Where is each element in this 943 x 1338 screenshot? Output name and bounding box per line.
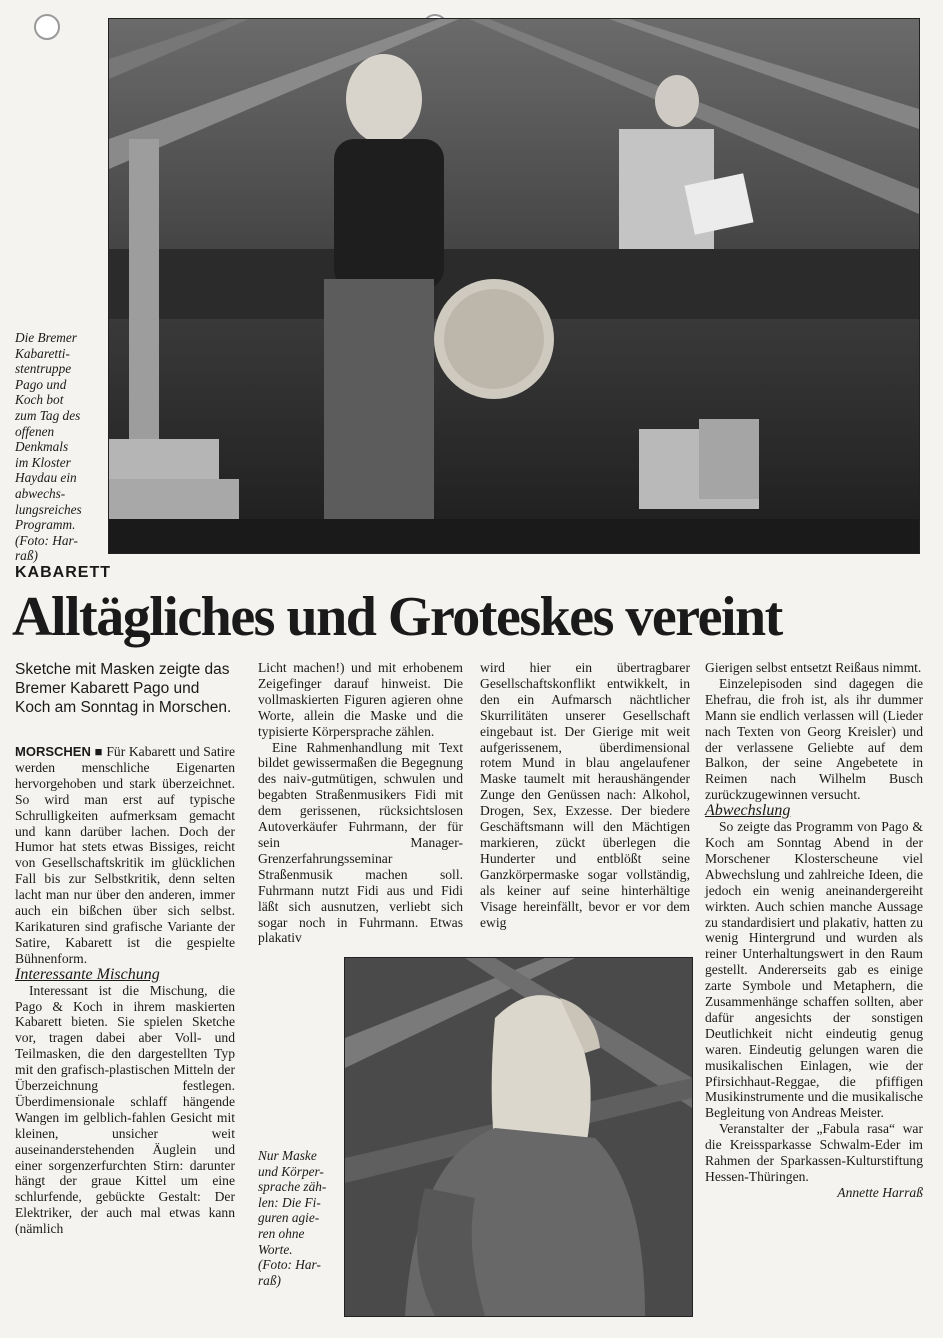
article-column-4 <box>705 660 923 1201</box>
article-column-1 <box>15 744 235 1237</box>
subheading: Interessante Mischung <box>15 965 160 983</box>
body-paragraph: Eine Rahmenhandlung mit Text bildet gewissermaßen die Begegnung des naiv-gutmütigen, schwulen und begabten Straßenmusikers Fidi mit dem gerissenen, rücksichtslosen Autoverkäufer Fuhrmann, der für sein Manager-Grenzerfahrungsseminar Straßenmusik machen soll. Fuhrmann nutzt Fidi aus und Fidi läßt sich ausnutzen, verliebt sich sogar noch in Fuhrmann. Etwas plakativ <box>258 739 463 946</box>
caption-line: sprache zäh- <box>258 1179 327 1195</box>
caption-line: abwechs- <box>15 485 66 501</box>
caption-line: Pago und <box>15 376 67 392</box>
caption-line: offenen <box>15 423 55 439</box>
body-paragraph: Veranstalter der „Fabula rasa“ war die Kreissparkasse Schwalm-Eder im Rahmen der Sparkassen-Kulturstiftung Hessen-Thüringen. <box>705 1121 923 1184</box>
mask-photo <box>344 957 693 1317</box>
dateline: MORSCHEN ■ <box>15 744 103 759</box>
punch-hole-left <box>34 14 60 40</box>
body-text: Für Kabarett und Satire werden menschliche Eigenarten hervorgehoben und stark überzeichnet. So wird man erst auf typische Schrulligkeiten aufmerksam gemacht und kann darüber lachen. Doch der Humor hat stets etwas Bissiges, reicht von Gesellschaftskritik im glücklichen Fall bis zur Selbstkritik, denn selten lacht man nur über den anderen, immer auch ein bißchen über sich selbst. Karikaturen sind grafische Variante der Satire, Kabarett ist die gespielte Bühnenform. <box>15 744 235 966</box>
body-paragraph: Gierigen selbst entsetzt Reißaus nimmt. <box>705 660 922 675</box>
subheading: Abwechslung <box>705 802 791 820</box>
caption-line: Denkmals <box>15 439 69 455</box>
stage-photo <box>108 18 920 554</box>
caption-line: Kabaretti- <box>15 345 70 361</box>
article-column-2 <box>258 660 463 946</box>
caption-line: Die Bremer <box>15 330 77 345</box>
caption-line: Worte. <box>258 1241 293 1257</box>
body-paragraph: Interessant ist die Mischung, die Pago & Koch in ihrem maskierten Kabarett bieten. Sie spielen Sketche vor, tragen dabei aber Voll- und Teilmasken, die den dargestellten Typ mit den grafisch-plastischen Mitteln der Überzeichnung festlegen. Überdimensionale schlaff hängende Wangen im gelblich-fahlen Gesicht mit kleinen, unsicher weit auseinanderstehenden Äuglein und einer sorgenzerfurchten Stirn: darunter hängt der graue Kittel um eine schlurfende, gebückte Gestalt: Der Elektriker, der auch mal etwas kann (nämlich <box>15 982 235 1237</box>
body-paragraph <box>15 744 235 967</box>
caption-line: im Kloster <box>15 454 71 470</box>
caption-line: zum Tag des <box>15 407 81 423</box>
author-byline: Annette Harraß <box>837 1184 923 1200</box>
body-paragraph: wird hier ein übertragbarer Gesellschaftskonflikt entwikkelt, in den ein Aufmarsch nächtlicher Skurrilitäten unserer Gesellschaft eingebaut ist. Der Gierige mit weit aufgerissenem, überdimensional rotem Mund in blau angelaufener Maske taumelt mit heraushängender Zunge den Genüssen nach: Alkohol, Drogen, Sex, Exzesse. Der biedere Geschäftsmann will den Mächtigen markieren, zückt überlegen die Hunderter und entblößt seine Ganzkörpermaske sogar vollständig, als keiner auf seine hinterhältige Visage hereinfällt, bevor er vor dem ewig <box>480 660 690 930</box>
caption-line: und Körper- <box>258 1163 324 1179</box>
caption-line: len: Die Fi- <box>258 1194 321 1210</box>
caption-line: Koch bot <box>15 392 64 408</box>
photo-caption-2 <box>258 1148 344 1288</box>
body-paragraph: So zeigte das Programm von Pago & Koch am Sonntag Abend in der Morschener Klosterscheune viel Abwechslung und zahlreiche Ideen, die jedoch ein wenig aneinandergereiht wirkten. Auch schien manche Aussage zu standardisiert und plakativ, hatten zu wenig Hintergrund und wurden als reiner Unterhaltungswert in den Raum gestellt. Andererseits gab es einige zarte Symbole und Metaphern, die Zusammenhänge schaffen sollten, aber dafür angesichts der sonstigen Deutlichkeit nicht eindeutig genug waren. Eindeutig gelungen waren die musikalischen Einlagen, wie der Pfirsichhaut-Reggae, die pfiffigen Musikinstrumente und die musikalische Begleitung von Andreas Meister. <box>705 819 923 1121</box>
caption-line: ren ohne <box>258 1225 305 1241</box>
caption-line: guren agie- <box>258 1210 320 1226</box>
photo-caption-1 <box>15 330 107 564</box>
caption-line: Haydau ein <box>15 470 77 486</box>
headline: Alltägliches und Groteskes vereint <box>12 586 782 648</box>
caption-line: (Foto: Har- <box>258 1257 321 1273</box>
section-kicker: KABARETT <box>15 564 111 581</box>
caption-line: stentruppe <box>15 361 72 377</box>
caption-line: Nur Maske <box>258 1148 317 1163</box>
body-paragraph: Licht machen!) und mit erhobenem Zeigefinger darauf hinweist. Die vollmaskierten Figuren agieren ohne Worte, allein die Maske und die typisierte Körpersprache zählen. <box>258 660 463 739</box>
caption-line: lungsreiches <box>15 501 82 517</box>
caption-line: raß) <box>15 548 38 564</box>
caption-line: raß) <box>258 1272 281 1288</box>
caption-line: (Foto: Har- <box>15 532 78 548</box>
article-column-3 <box>480 660 690 930</box>
lead-paragraph: Sketche mit Masken zeigte das Bremer Kabarett Pago und Koch am Sonntag in Morschen. <box>15 661 232 716</box>
caption-line: Programm. <box>15 517 76 533</box>
body-paragraph: Einzelepisoden sind dagegen die Ehefrau, die froh ist, als ihr dummer Mann sie endlich verlassen will (Lieder nach Texten von Georg Kreisler) und der verlassene Geliebte auf dem Balkon, der seine Angebetete in Reimen nach Wilhelm Busch zurückzugewinnen versucht. <box>705 675 923 803</box>
